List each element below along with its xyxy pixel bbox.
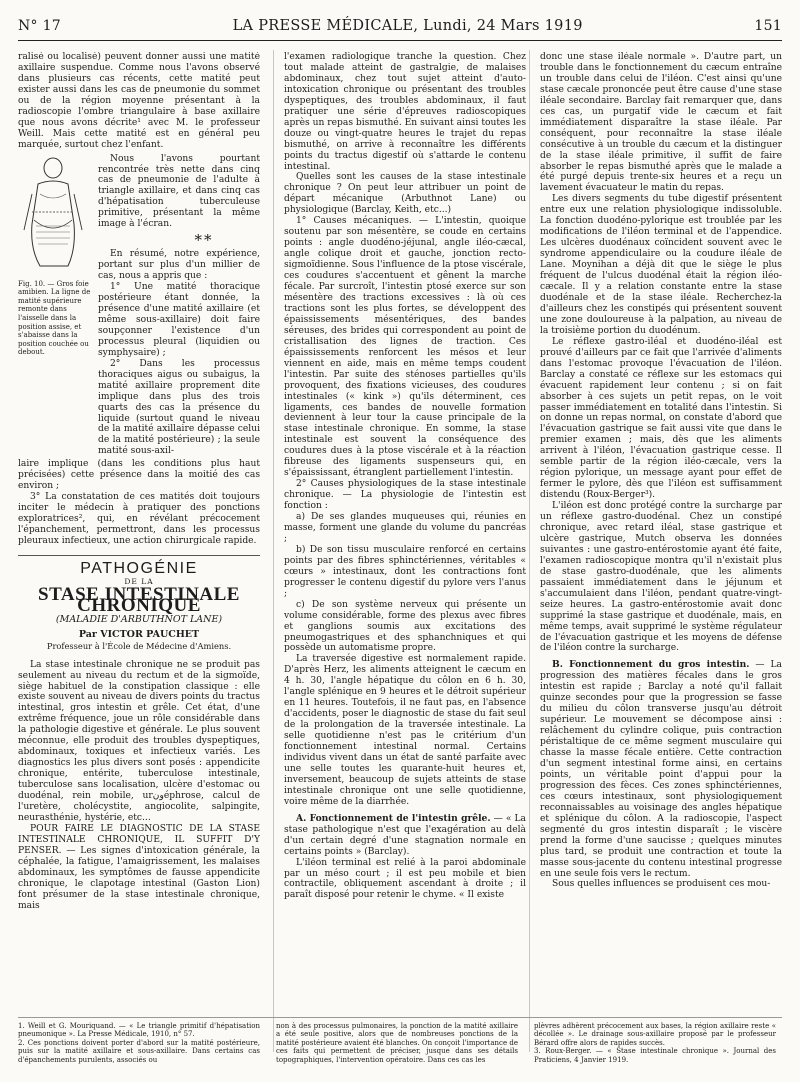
paragraph: La stase intestinale chronique ne se produit pas seulement au niveau du rectum et de la sigmoïde, siège habituel de la constipation classique : elle existe souvent au niveau de divers points du tractus intestinal, gros intestin et grêle. Cet état, d'une extrême fréquence, joue un rôle considérable dans la pathologie digestive et générale. Le plus souvent méconnue, elle produit des troubles dyspeptiques, abdominaux, toxiques et infectieux variés. Les diagnostics les plus divers sont posés : appendicite chronique, entérite, tuberculose intestinale, tuberculose sans localisation, ulcère d'estomac ou duodénal, rein mobile, urونéphrose, calcul de l'uretère, cholécystite, angiocolite, salpingite, neurasthénie, hystérie, etc... [18,659,260,823]
paragraph: l'examen radiologique tranche la question. Chez tout malade atteint de gastralgie, de malaises abdominaux, chez tout sujet atteint d'auto-intoxication chronique ou présentant des troubles dyspeptiques, des troubles abdominaux, il faut pratiquer une série d'épreuves radioscopiques après un repas bismuthé. En suivant ainsi toutes les douze ou vingt-quatre heures le trajet du repas bismuthé, on arrive à reconnaître les différents points du tractus digestif où s'attarde le contenu intestinal. [284,52,526,172]
article-author: Par VICTOR PAUCHET [78,628,200,640]
section-stars: ** [194,231,214,250]
torso-figure-icon [18,154,88,274]
page-header [18,18,782,41]
journal-title: LA PRESSE MÉDICALE, Lundi, 24 Mars 1919 [232,18,583,34]
column-2 [284,52,526,1036]
figure [18,154,92,458]
paragraph: L'iléon terminal est relié à la paroi abdominale par un méso court ; il est peu mobile et bien contractile, obliquement ascendant à droite ; il paraît disposé pour retenir le chyme. « Il existe [284,857,526,901]
author-affiliation: Professeur à l'École de Médecine d'Amiens. [46,640,232,651]
article-de-la: DE LA [124,576,154,586]
article-subtitle: (MALADIE D'ARBUTHNOT LANE) [55,613,223,625]
paragraph: La traversée digestive est normalement rapide. D'après Herz, les aliments atteignent le cæcum en 4 h. 30, l'angle hépatique du côlon en 6 h. 30, l'angle splénique en 9 heures et le détroit supérieur en 11 heures. Toutefois, il ne faut pas, en l'absence d'accidents, poser le diagnostic de stase du fait seul de la prolongation de la traversée intestinale. La selle quotidienne n'est pas le critérium d'un fonctionnement intestinal normal. Certains individus vivent dans un état de santé parfaite avec une selle toutes les quarante-huit heures et, inversement, beaucoup de sujets atteints de stase intestinale chronique ont une selle quotidienne, voire même de la diarrhée. [284,654,526,807]
paragraph: 2° Dans les processus thoraciques aigus ou subaigus, la matité axillaire proprement dite implique dans plus des trois quarts des cas la présence du liquide (surtout quand le niveau de la matité axillaire dépasse celui de la matité postérieure) ; la seule matité sous-axil- [98,358,260,457]
paragraph: Les divers segments du tube digestif présentent entre eux une relation physiologique indissoluble. La fonction duodéno-pylorique est troublée par les modifications de l'iléon terminal et de l'appendice. Les ulcères duodénaux coïncident souvent avec le syndrome appendiculaire ou la coudure iléale de Lane. Moynihan a déjà dit que le siège le plus fréquent de l'ulcus duodénal était la région iléo-cæcale. Il y a relation constante entre la stase duodénale et de la stase iléale. Recherchez-la d'ailleurs chez les constipés qui présentent souvent une zone douloureuse à la palpation, au niveau de la troisième portion du duodénum. [540,194,782,336]
page-number: 151 [754,18,782,34]
paragraph: 1° Causes mécaniques. — L'intestin, quoique soutenu par son mésentère, se coude en certains points : angle duodéno-jéjunal, angle iléo-cæcal, angle colique droit et gauche, jonction recto-sigmoïdienne. Sous l'influence de la ptose viscérale, ces coudures s'accentuent et gênent la marche fécale. Par surcroît, l'intestin ptosé exerce sur son mésentère des tractions excessives : là où ces tractions sont les plus fortes, se développent des épaississements mésentériques, des bandes séreuses, des brides qui correspondent au point de cristallisation des lignes de traction. Ces épaississements renforcent les mésos et leur viennent en aide, mais en même temps coudent l'intestin. Par suite des sténoses partielles qu'ils provoquent, des fixations vicieuses, des coudures intestinales (« kink ») qu'ils déterminent, ces ligaments, ces bandes de nouvelle formation deviennent à leur tour la cause principale de la stase intestinale chronique. En somme, la stase intestinale est souvent la conséquence des coudures dues à la ptose viscérale et à la réaction fibreuse des ligaments suspenseurs qui, en s'épaississant, étranglent partiellement l'intestin. [284,216,526,479]
footnote-col-3 [534,1022,776,1068]
paragraph-text: — La progression des matières fécales dans le gros intestin est rapide ; Barclay a noté qu'il fallait quinze secondes pour que la progression se fasse du milieu du côlon transverse jusqu'au détroit supérieur. Le mouvement se décompose ainsi : relâchement du cylindre colique, puis contraction péristaltique de ce même segment musculaire qui chasse la masse fécale entière. Cette contraction d'un segment intestinal forme ainsi, en certains points, un véritable point d'appui pour la progression des fèces. Ces zones sphinctériennes, ces cœurs intestinaux, sont physiologiquement reconnaissables au voisinage des angles hépatique et splénique du côlon. A la radioscopie, l'aspect segmenté du gros intestin disparaît ; le viscère prend la forme d'une saucisse ; quelques minutes plus tard, se produit une contraction et toute la masse sous-jacente du contenu intestinal progresse en une seule fois vers le rectum. [540,660,782,879]
footnote-col-2 [276,1022,518,1068]
footnotes [18,1017,782,1068]
column-1 [18,52,260,1036]
paragraph: laire implique (dans les conditions plus haut précisées) cette présence dans la moitié des cas environ ; [18,459,260,492]
footnote-col-1 [18,1022,260,1068]
issue-number: N° 17 [18,18,62,34]
footnote: 1. Weill et G. Mouriquand. — « Le triangle primitif d'hépatisation pneumonique ». La Presse Médicale, 1910, n° 57. [18,1022,260,1039]
paragraph: En résumé, notre expérience, portant sur plus d'un millier de cas, nous a appris que : [98,249,260,282]
figure-side-text [98,154,260,458]
paragraph: b) De son tissu musculaire renforcé en certains points par des fibres sphinctériennes, véritables « cœurs » intestinaux, dont les contractions font progresser le contenu digestif du pylore vers l'anus ; [284,544,526,599]
paragraph: Quelles sont les causes de la stase intestinale chronique ? On peut leur attribuer un point de départ mécanique (Arbuthnot Lane) ou physiologique (Barclay, Keith, etc...) [284,172,526,216]
footnote: non à des processus pulmonaires, la ponction de la matité axillaire a été seule positive, alors que de nombreuses ponctions de la matité postérieure avaient été blanches. On conçoit l'importance de ces faits qui permettent de préciser, jusque dans ses détails topographiques, l'intervention opératoire. Dans ces cas les [276,1022,518,1064]
column-3 [540,52,782,1036]
article-title-block [18,555,260,652]
article-kicker: PATHOGÉNIE [80,559,198,577]
column-rule [273,50,274,1052]
paragraph-text: — « La stase pathologique n'est que l'exagération au delà d'un certain degré d'une stagnation normale en certains points » (Barclay). [284,813,526,857]
paragraph: 1° Une matité thoracique postérieure étant donnée, la présence d'une matité axillaire (et même sous-axillaire) doit faire soupçonner l'existence d'un processus pleural (liquidien ou symphysaire) ; [98,282,260,358]
paragraph: c) De son système nerveux qui présente un volume considérable, forme des plexus avec fibres et ganglions soumis aux excitations des pneumogastriques et des sphanchniques et qui possède un automatisme propre. [284,599,526,654]
section-heading: B. Fonctionnement du gros intestin. [552,659,750,671]
footnote: 3. Roux-Berger. — « Stase intestinale chronique ». Journal des Praticiens, 4 Janvier 1919. [534,1047,776,1064]
paragraph: ralisé ou localisé) peuvent donner aussi une matité axillaire suspendue. Comme nous l'avons observé dans plusieurs cas récents, cette matité peut exister aussi dans les cas de pneumonie du sommet ou de la région moyenne présentant à la radioscopie l'ombre triangulaire à base axillaire que nous avons décrite¹ avec M. le professeur Weill. Mais cette matité est en général peu marquée, surtout chez l'enfant. [18,52,260,150]
paragraph [540,660,782,879]
paragraph: a) De ses glandes muqueuses qui, réunies en masse, forment une glande du volume du pancréas ; [284,512,526,544]
paragraph [284,814,526,858]
article-title: STASE INTESTINALE CHRONIQUE [38,583,240,616]
section-heading: A. Fonctionnement de l'intestin grêle. [296,812,491,824]
footnote: 2. Ces ponctions doivent porter d'abord sur la matité postérieure, puis sur la matité axillaire et sous-axillaire. Dans certains cas d'épanchements purulents, associés ou [18,1038,260,1064]
paragraph: 2° Causes physiologiques de la stase intestinale chronique. — La physiologie de l'intestin est fonction : [284,479,526,512]
paragraph: 3° La constatation de ces matités doit toujours inciter le médecin à pratiquer des ponctions exploratrices², qui, en révélant précocement l'épanchement, permettront, dans les processus pleuraux infectieux, une action chirurgicale rapide. [18,492,260,546]
column-rule [529,50,530,1052]
paragraph: Sous quelles influences se produisent ces mou- [552,879,771,890]
figure-caption: Fig. 10. — Gros foie amibien. La ligne de matité supérieure remonte dans l'aisselle dans la position assise, et s'abaisse dans la position couchée ou debout. [18,279,91,357]
paragraph: Nous l'avons pourtant rencontrée très nette dans cinq cas de pneumonie de l'adulte à triangle axillaire, et dans cinq cas d'hépatisation tuberculeuse primitive, présentant la même image à l'écran. [98,153,260,230]
paragraph: POUR FAIRE LE DIAGNOSTIC DE LA STASE INTESTINALE CHRONIQUE, IL SUFFIT D'Y PENSER. — Les signes d'intoxication générale, la céphalée, la fatigue, l'amaigrissement, les malaises abdominaux, les symptômes de fausse appendicite chronique, le clapotage intestinal (Gaston Lion) font présumer de la stase intestinale chronique, mais [18,823,260,911]
footnote: plèvres adhèrent précocement aux bases, la région axillaire reste « décollée ». Le drainage sous-axillaire proposé par le professeur Bérard offre alors de rapides succès. [534,1022,776,1047]
paragraph: Le réflexe gastro-iléal et duodéno-iléal est prouvé d'ailleurs par ce fait que l'arrivée d'aliments dans l'estomac provoque l'évacuation de l'iléon. Barclay a constaté ce réflexe sur les estomacs qui évacuent rapidement leur contenu ; si on fait absorber à ces sujets un petit repas, on le voit passer immédiatement en totalité dans l'intestin. Si on donne un repas normal, on constate d'abord que l'évacuation gastrique se fait aussi vite que dans le premier examen ; mais, dès que les aliments arrivent à l'iléon, l'évacuation gastrique cesse. Il semble partir de la région iléo-cæcale, vers la région pylorique, un message ayant pour effet de fermer le pylore, dès que l'iléon est suffisamment distendu (Roux-Berger³). [540,336,782,501]
figure-block [18,154,260,458]
paragraph: donc une stase iléale normale ». D'autre part, un trouble dans le fonctionnement du cæcum entraîne un trouble dans celui de l'iléon. C'est ainsi qu'une stase cæcale prononcée peut être cause d'une stase iléale secondaire. Barclay fait remarquer que, dans ces cas, un purgatif vide le cæcum et fait immédiatement disparaître la stase iléale. Par conséquent, pour reconnaître la stase iléale consécutive à un trouble du cæcum et la distinguer de la stase iléale primitive, il suffit de faire absorber le repas bismuthé après que le malade a été purgé depuis trente-six heures et a reçu un lavement évacuateur le matin du repas. [540,52,782,194]
paragraph: L'iléon est donc protégé contre la surcharge par un réflexe gastro-duodénal. Chez un constipé chronique, avec retard iléal, stase gastrique et ulcère gastrique, Mutch observa les données suivantes : une gastro-entérostomie ayant été faite, l'examen radioscopique montra qu'il n'existait plus de stase gastro-duodénale, que les aliments passaient immédiatement dans le jéjunum et s'accumulaient dans l'iléon, pendant quatre-vingt-seize heures. La gastro-entérostomie avait donc supprimé la stase gastrique et duodénale, mais, en même temps, avait supprimé le système régulateur de l'évacuation gastrique et les moyens de défense de l'iléon contre la surcharge. [540,501,782,654]
